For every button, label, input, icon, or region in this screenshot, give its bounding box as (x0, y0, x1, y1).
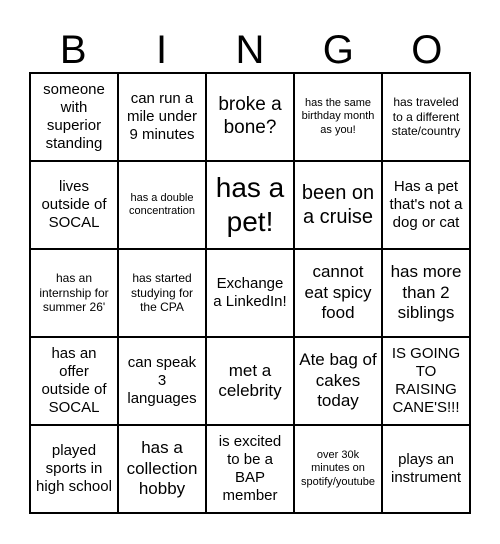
bingo-cell-25[interactable]: plays an instrument (382, 425, 470, 513)
bingo-cell-2[interactable]: can run a mile under 9 minutes (118, 73, 206, 161)
bingo-cell-8[interactable]: has a pet! (206, 161, 294, 249)
bingo-header (29, 26, 471, 74)
header-letter-o: O (411, 28, 443, 72)
bingo-cell-22[interactable]: has a collection hobby (118, 425, 206, 513)
bingo-cell-4[interactable]: has the same birthday month as you! (294, 73, 382, 161)
header-letter-i: I (156, 28, 168, 72)
bingo-cell-7[interactable]: has a double concentration (118, 161, 206, 249)
bingo-cell-24[interactable]: over 30k minutes on spotify/youtube (294, 425, 382, 513)
bingo-cell-5[interactable]: has traveled to a different state/country (382, 73, 470, 161)
bingo-cell-21[interactable]: played sports in high school (30, 425, 118, 513)
bingo-cell-20[interactable]: IS GOING TO RAISING CANE'S!!! (382, 337, 470, 425)
bingo-cell-3[interactable]: broke a bone? (206, 73, 294, 161)
bingo-cell-11[interactable]: has an internship for summer 26' (30, 249, 118, 337)
bingo-cell-15[interactable]: has more than 2 siblings (382, 249, 470, 337)
bingo-cell-23[interactable]: is excited to be a BAP member (206, 425, 294, 513)
bingo-cell-16[interactable]: has an offer outside of SOCAL (30, 337, 118, 425)
bingo-cell-17[interactable]: can speak 3 languages (118, 337, 206, 425)
bingo-cell-18[interactable]: met a celebrity (206, 337, 294, 425)
bingo-cell-14[interactable]: cannot eat spicy food (294, 249, 382, 337)
bingo-cell-9[interactable]: been on a cruise (294, 161, 382, 249)
bingo-cell-10[interactable]: Has a pet that's not a dog or cat (382, 161, 470, 249)
bingo-cell-13[interactable]: Exchange a LinkedIn! (206, 249, 294, 337)
header-letter-b: B (59, 28, 87, 72)
header-letter-g: G (322, 28, 354, 72)
bingo-cell-1[interactable]: someone with superior standing (30, 73, 118, 161)
bingo-grid (29, 72, 471, 514)
bingo-cell-12[interactable]: has started studying for the CPA (118, 249, 206, 337)
bingo-cell-6[interactable]: lives outside of SOCAL (30, 161, 118, 249)
bingo-cell-19[interactable]: Ate bag of cakes today (294, 337, 382, 425)
header-letter-n: N (235, 28, 265, 72)
